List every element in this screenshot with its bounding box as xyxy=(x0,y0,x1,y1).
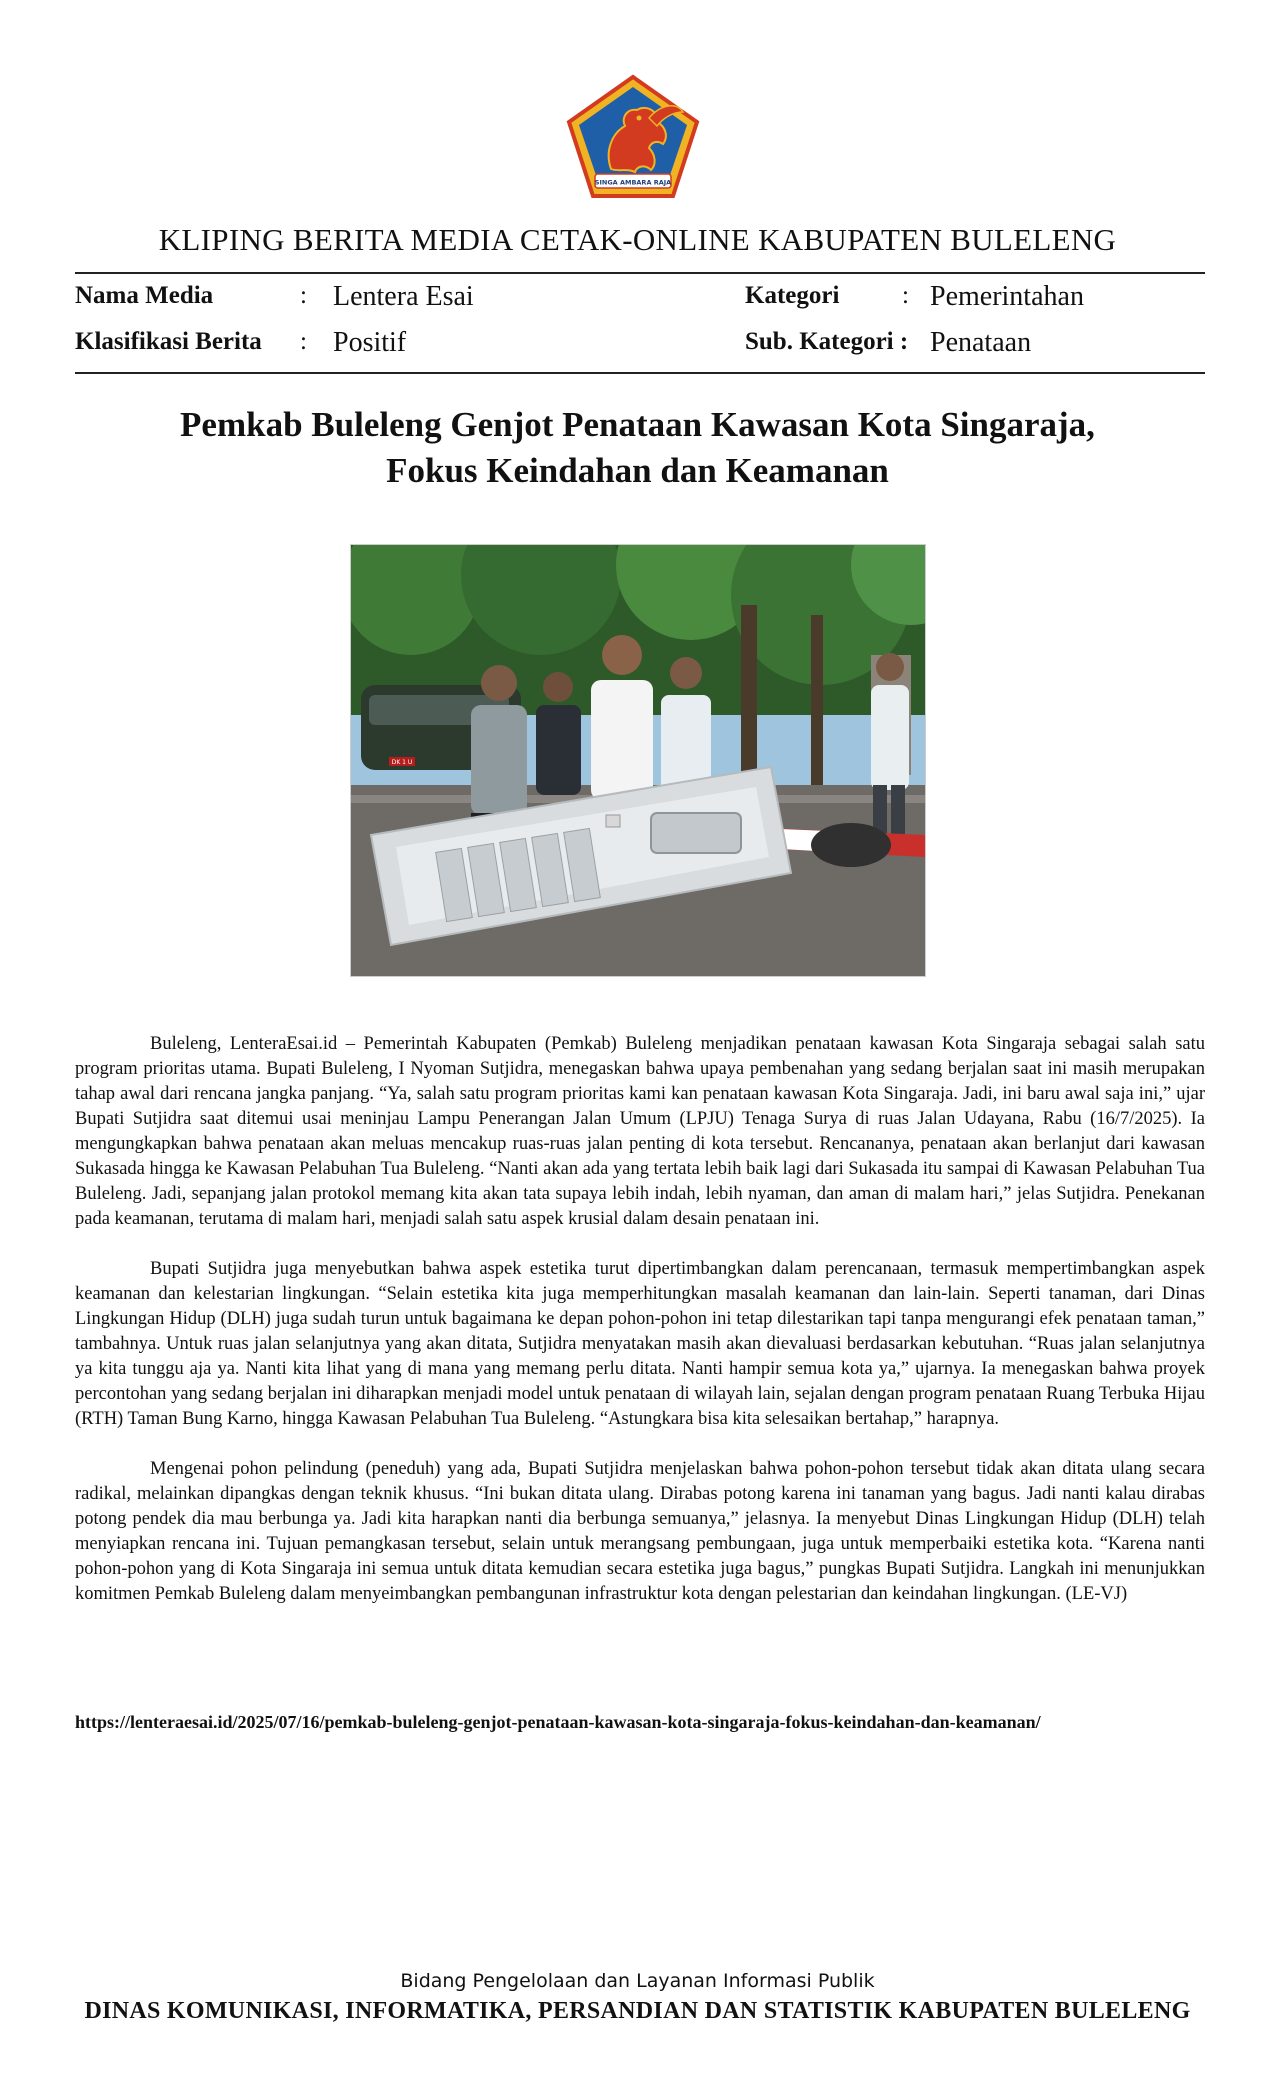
footer-title: DINAS KOMUNIKASI, INFORMATIKA, PERSANDIAN DAN STATISTIK KABUPATEN BULELENG xyxy=(84,1998,1191,2024)
subcategory-value: Penataan xyxy=(930,327,1032,358)
media-label: Nama Media xyxy=(75,282,214,309)
article-photo xyxy=(350,544,926,977)
classification-value: Positif xyxy=(333,327,407,358)
subcategory-label: Sub. Kategori : xyxy=(745,328,909,355)
category-colon: : xyxy=(902,282,909,309)
top-divider xyxy=(75,272,1205,274)
media-value: Lentera Esai xyxy=(333,281,474,312)
source-url[interactable]: https://lenteraesai.id/2025/07/16/pemkab-buleleng-genjot-penataan-kawasan-kota-singaraja-fokus-keindahan-dan-keamanan/ xyxy=(75,1712,1041,1732)
buleleng-crest-logo xyxy=(565,74,701,200)
bottom-divider xyxy=(75,372,1205,374)
street-light-inspection-photo xyxy=(351,545,925,976)
headline-line-2: Fokus Keindahan dan Keamanan xyxy=(386,451,889,490)
footer-subtitle: Bidang Pengelolaan dan Layanan Informasi Publik xyxy=(400,1970,875,1992)
article-headline xyxy=(75,402,1200,494)
article-paragraph: Mengenai pohon pelindung (peneduh) yang ada, Bupati Sutjidra menjelaskan bahwa pohon-pohon tersebut tidak akan ditata ulang secara radikal, melainkan dipangkas dengan teknik khusus. “Ini bukan ditata ulang. Dirabas potong karena ini tanaman yang bagus. Jadi nanti kalau dirabas potong pendek dia mau berbunga ya. Jadi kita harapkan nanti dia berbunga semuanya,” jelasnya. Ia menyebut Dinas Lingkungan Hidup (DLH) telah menyiapkan rencana ini. Tujuan pemangkasan tersebut, selain untuk merangsang pembungaan, juga untuk memperbaiki estetika kota. “Karena nanti pohon-pohon yang di Kota Singaraja ini semua untuk ditata kemudian secara estetika juga bagus,” pungkas Bupati Sutjidra. Langkah ini menunjukkan komitmen Pemkab Buleleng dalam menyeimbangkan pembangunan infrastruktur kota dengan pelestarian dan keindahan lingkungan. (LE-VJ) xyxy=(75,1459,1205,1604)
license-plate: DK 1 U xyxy=(391,759,413,766)
category-value: Pemerintahan xyxy=(930,281,1084,312)
masthead-title: KLIPING BERITA MEDIA CETAK-ONLINE KABUPATEN BULELENG xyxy=(158,222,1117,257)
logo-caption: SINGA AMBARA RAJA xyxy=(594,178,672,187)
media-colon: : xyxy=(300,282,307,309)
classification-label: Klasifikasi Berita xyxy=(75,328,262,355)
headline-line-1: Pemkab Buleleng Genjot Penataan Kawasan Kota Singaraja, xyxy=(180,405,1095,444)
article-body xyxy=(75,1032,1205,1632)
article-paragraph: Bupati Sutjidra juga menyebutkan bahwa aspek estetika turut dipertimbangkan dalam perencanaan, termasuk mempertimbangkan aspek keamanan dan kelestarian lingkungan. “Selain estetika kita juga memperhitungkan masalah keamanan dan lain-lain. Seperti tanaman, dari Dinas Lingkungan Hidup (DLH) juga sudah turun untuk bagaimana ke depan pohon-pohon ini tetap dilestarikan tapi tanpa mengurangi efek penataan taman,” tambahnya. Untuk ruas jalan selanjutnya yang akan ditata, Sutjidra menyatakan masih akan dievaluasi berdasarkan kebutuhan. “Ruas jalan selanjutnya ya kita tunggu aja ya. Nanti kita lihat yang di mana yang memang perlu ditata. Nanti hampir semua kota ya,” ujarnya. Ia menegaskan bahwa proyek percontohan yang sedang berjalan ini diharapkan menjadi model untuk penataan di wilayah lain, sejalan dengan program penataan Ruang Terbuka Hijau (RTH) Taman Bung Karno, hingga Kawasan Pelabuhan Tua Buleleng. “Astungkara bisa kita selesaikan bertahap,” harapnya. xyxy=(75,1259,1205,1429)
article-paragraph: Buleleng, LenteraEsai.id – Pemerintah Kabupaten (Pemkab) Buleleng menjadikan penataan kawasan Kota Singaraja sebagai salah satu program prioritas utama. Bupati Buleleng, I Nyoman Sutjidra, menegaskan bahwa upaya pembenahan yang sedang berjalan saat ini masih merupakan tahap awal dari rencana jangka panjang. “Ya, salah satu program prioritas kami kan penataan kawasan Kota Singaraja. Jadi, ini baru awal saja ini,” ujar Bupati Sutjidra saat ditemui usai meninjau Lampu Penerangan Jalan Umum (LPJU) Tenaga Surya di ruas Jalan Udayana, Rabu (16/7/2025). Ia mengungkapkan bahwa penataan akan meluas mencakup ruas-ruas jalan penting di kota tersebut. Rencananya, penataan akan berlanjut dari kawasan Sukasada hingga ke Kawasan Pelabuhan Tua Buleleng. “Nanti akan ada yang tertata lebih baik lagi dari Sukasada itu sampai di Kawasan Pelabuhan Tua Buleleng. Jadi, sepanjang jalan protokol memang kita akan tata supaya lebih indah, lebih nyaman, dan aman di malam hari,” jelas Sutjidra. Penekanan pada keamanan, terutama di malam hari, menjadi salah satu aspek krusial dalam desain penataan ini. xyxy=(75,1034,1205,1229)
lion-crest-icon xyxy=(565,74,701,200)
classification-colon: : xyxy=(300,328,307,355)
metadata-block xyxy=(0,282,1275,366)
category-label: Kategori xyxy=(745,282,840,309)
